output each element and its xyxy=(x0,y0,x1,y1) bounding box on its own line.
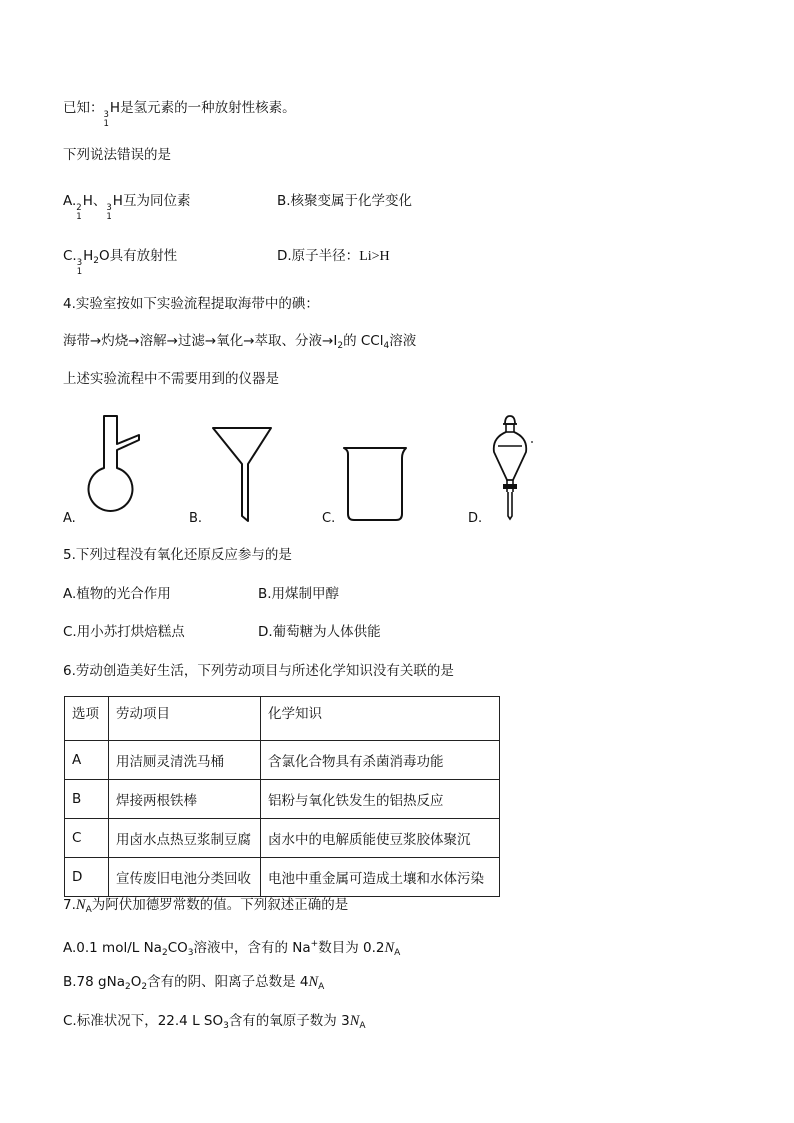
avogadro-symbol: N xyxy=(75,897,86,913)
option-d-prefix: D.原子半径： xyxy=(277,248,360,264)
table-row xyxy=(65,741,500,780)
option-text: 含有的氧原子数为 3 xyxy=(228,1013,350,1029)
nuclide-symbol: H xyxy=(83,248,94,264)
subscript: 2 xyxy=(93,256,100,266)
nuclide-symbol: H xyxy=(109,100,121,116)
table-cell: 卤水中的电解质能使豆浆胶体聚沉 xyxy=(261,819,500,858)
table-row xyxy=(65,819,500,858)
beaker-icon xyxy=(340,444,410,524)
option-c-prefix: C. xyxy=(63,248,77,264)
q5-stem: 5.下列过程没有氧化还原反应参与的是 xyxy=(63,547,292,563)
labor-knowledge-table xyxy=(64,696,500,897)
superscript: + xyxy=(310,939,319,949)
flow-steps: 海带→灼烧→溶解→过滤→氧化→萃取、分液→I xyxy=(63,333,338,349)
separator: 、 xyxy=(92,193,107,209)
option-text: O xyxy=(130,974,142,990)
q7-option-b xyxy=(63,973,324,996)
option-text: C.标准状况下，22.4 L SO xyxy=(63,1013,224,1029)
q4-flow xyxy=(63,332,416,355)
nuclide-tritium xyxy=(104,111,109,129)
mass-number: 3 xyxy=(106,203,112,213)
table-cell: 宣传废旧电池分类回收 xyxy=(109,858,261,897)
table-cell: 用卤水点热豆浆制豆腐 xyxy=(109,819,261,858)
q3-option-d xyxy=(277,247,390,266)
apparatus-label-b: B. xyxy=(189,511,203,526)
subscript: A xyxy=(318,982,325,992)
subscript: A xyxy=(85,905,92,915)
option-c-rest: O具有放射性 xyxy=(99,248,178,264)
table-row xyxy=(65,858,500,897)
flow-text: 溶液 xyxy=(389,333,417,349)
table-cell: C xyxy=(65,819,109,858)
table-cell: 用洁厕灵清洗马桶 xyxy=(109,741,261,780)
q7-option-c xyxy=(63,1012,366,1035)
table-cell: 铝粉与氧化铁发生的铝热反应 xyxy=(261,780,500,819)
q6-stem: 6.劳动创造美好生活，下列劳动项目与所述化学知识没有关联的是 xyxy=(63,663,454,679)
q7-stem xyxy=(63,896,348,919)
option-text: CO xyxy=(167,940,188,956)
q5-option-c: C.用小苏打烘焙糕点 xyxy=(63,624,185,640)
q5-option-a: A.植物的光合作用 xyxy=(63,586,171,602)
q3-option-b: B.核聚变属于化学变化 xyxy=(277,193,413,209)
q7-stem-rest: 为阿伏加德罗常数的值。下列叙述正确的是 xyxy=(91,897,349,913)
q3-option-c xyxy=(63,247,177,277)
q4-stem: 4.实验室按如下实验流程提取海带中的碘： xyxy=(63,296,319,312)
separatory-funnel-icon xyxy=(486,410,536,524)
option-d-value: Li>H xyxy=(359,249,390,264)
q4-question: 上述实验流程中不需要用到的仪器是 xyxy=(63,371,279,387)
table-cell: A xyxy=(65,741,109,780)
option-text: 含有的阴、阳离子总数是 4 xyxy=(147,974,309,990)
table-header-row xyxy=(65,697,500,741)
q5-option-b: B.用煤制甲醇 xyxy=(258,586,340,602)
table-cell: D xyxy=(65,858,109,897)
subscript: 2 xyxy=(337,341,344,351)
option-text: A.0.1 mol/L Na xyxy=(63,940,162,956)
distillation-flask-icon xyxy=(85,414,145,526)
nuclide-deuterium xyxy=(76,204,81,222)
subscript: 2 xyxy=(141,982,148,992)
table-cell: B xyxy=(65,780,109,819)
subscript: 4 xyxy=(383,341,390,351)
table-cell: 焊接两根铁棒 xyxy=(109,780,261,819)
header-cell: 化学知识 xyxy=(261,697,500,741)
subscript: A xyxy=(359,1021,366,1031)
nuclide-tritium xyxy=(106,204,111,222)
subscript: 3 xyxy=(223,1021,229,1031)
header-cell: 选项 xyxy=(65,697,109,741)
header-cell: 劳动项目 xyxy=(109,697,261,741)
table-cell: 电池中重金属可造成土壤和水体污染 xyxy=(261,858,500,897)
known-prefix: 已知： xyxy=(63,100,104,116)
table-cell: 含氯化合物具有杀菌消毒功能 xyxy=(261,741,500,780)
mass-number: 3 xyxy=(103,110,109,120)
subscript: A xyxy=(394,948,401,958)
avogadro-symbol: N xyxy=(349,1013,360,1029)
option-a-rest: 互为同位素 xyxy=(122,193,191,209)
option-text: B.78 gNa xyxy=(63,974,125,990)
apparatus-label-d: D. xyxy=(468,511,483,526)
funnel-icon xyxy=(210,424,276,526)
mass-number: 3 xyxy=(76,258,83,268)
known-rest: 是氢元素的一种放射性核素。 xyxy=(120,100,296,116)
option-text: 溶液中，含有的 Na xyxy=(193,940,311,956)
nuclide-tritium xyxy=(77,259,82,277)
subscript: 2 xyxy=(124,982,131,992)
table-row xyxy=(65,780,500,819)
avogadro-symbol: N xyxy=(384,940,395,956)
subscript: 3 xyxy=(187,948,194,958)
nuclide-symbol: H xyxy=(82,193,93,209)
subscript: 2 xyxy=(161,948,168,958)
mass-number: 2 xyxy=(76,203,82,213)
apparatus-label-a: A. xyxy=(63,511,76,526)
q7-option-a xyxy=(63,935,400,962)
question-number: 7. xyxy=(63,897,76,913)
atomic-number: 1 xyxy=(106,212,112,222)
apparatus-label-c: C. xyxy=(322,511,336,526)
flow-text: 的 CCl xyxy=(343,333,384,349)
q3-option-a xyxy=(63,192,190,222)
atomic-number: 1 xyxy=(76,212,82,222)
avogadro-symbol: N xyxy=(308,974,319,990)
atomic-number: 1 xyxy=(103,119,109,129)
option-a-prefix: A. xyxy=(63,193,77,209)
known-statement xyxy=(63,99,296,129)
nuclide-symbol: H xyxy=(112,193,123,209)
q3-question: 下列说法错误的是 xyxy=(63,147,171,163)
q5-option-d: D.葡萄糖为人体供能 xyxy=(258,624,381,640)
atomic-number: 1 xyxy=(76,267,83,277)
option-text: 数目为 0.2 xyxy=(318,940,385,956)
